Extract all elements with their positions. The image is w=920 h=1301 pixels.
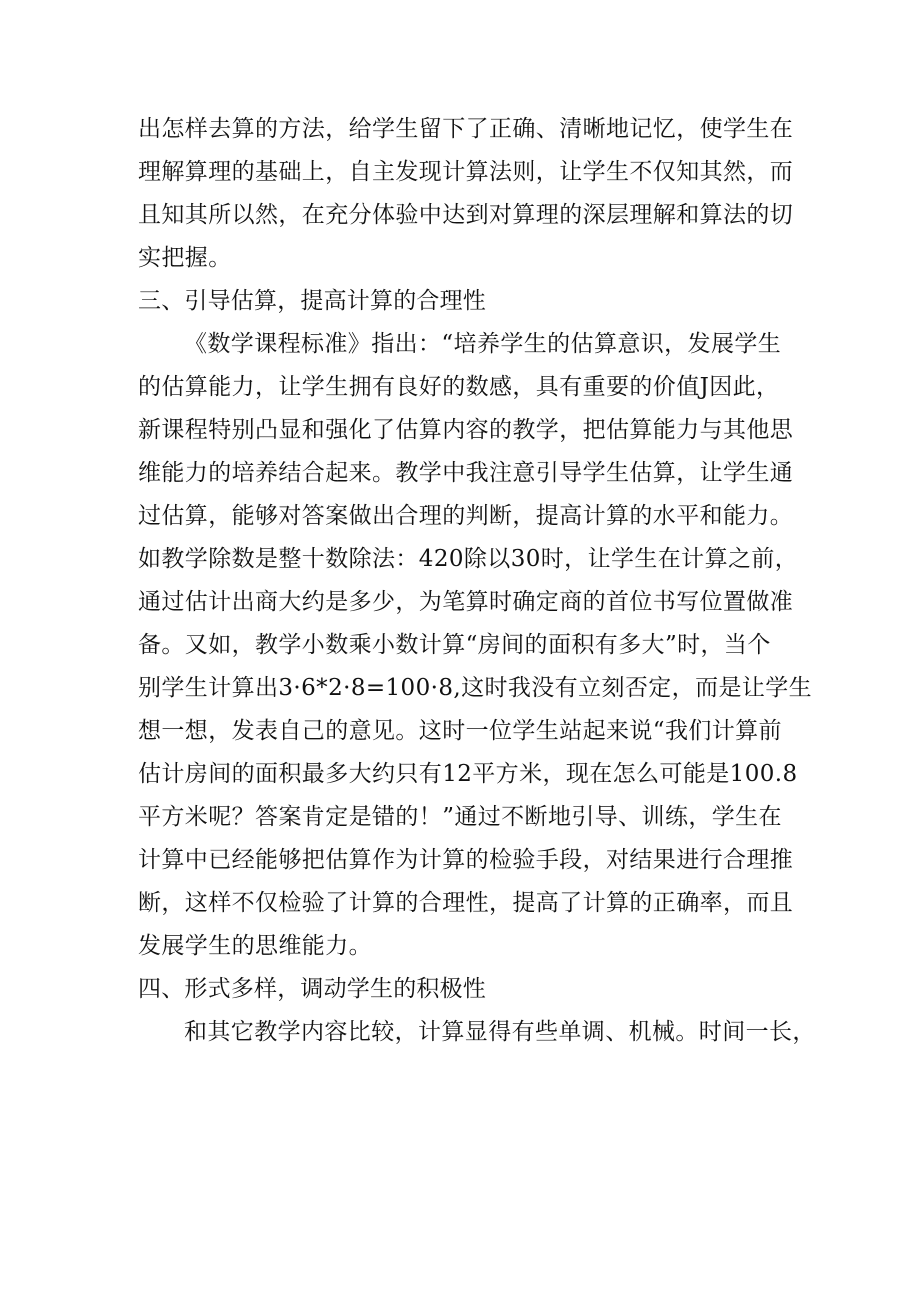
text-line: 维能力的培养结合起来。教学中我注意引导学生估算，让学生通 — [138, 460, 794, 486]
text-line: 且知其所以然，在充分体验中达到对算理的深层理解和算法的切 — [138, 202, 794, 228]
document-body — [138, 108, 816, 1054]
text-line: 新课程特别凸显和强化了估算内容的教学，把估算能力与其他思 — [138, 417, 794, 443]
text-line: 断，这样不仅检验了计算的合理性，提高了计算的正确率，而且 — [138, 890, 794, 916]
text-line: 实把握。 — [138, 245, 232, 271]
text-line: 平方米呢？答案肯定是错的！”通过不断地引导、训练，学生在 — [138, 804, 782, 830]
text-line: 的估算能力，让学生拥有良好的数感，具有重要的价值J因此， — [138, 374, 780, 400]
text-line: 别学生计算出3·6*2·8=100·8,这时我没有立刻否定，而是让学生 — [138, 675, 813, 701]
text-line: 过估算，能够对答案做出合理的判断，提高计算的水平和能力。 — [138, 503, 794, 529]
section-heading: 三、引导估算，提高计算的合理性 — [138, 288, 486, 314]
text-line: 理解算理的基础上，自主发现计算法则，让学生不仅知其然，而 — [138, 159, 794, 185]
text-line: 想一想，发表自己的意见。这时一位学生站起来说“我们计算前 — [138, 718, 782, 744]
text-line: 估计房间的面积最多大约只有12平方米，现在怎么可能是100.8 — [138, 761, 798, 787]
text-line: 和其它教学内容比较，计算显得有些单调、机械。时间一长， — [184, 1019, 816, 1045]
text-line: 发展学生的思维能力。 — [138, 933, 372, 959]
text-line: 通过估计出商大约是多少，为笔算时确定商的首位书写位置做准 — [138, 589, 794, 615]
text-line: 如教学除数是整十数除法：420除以30时，让学生在计算之前， — [138, 546, 799, 572]
text-line: 计算中已经能够把估算作为计算的检验手段，对结果进行合理推 — [138, 847, 794, 873]
text-line: 备。又如，教学小数乘小数计算“房间的面积有多大”时，当个 — [138, 632, 771, 658]
section-heading: 四、形式多样，调动学生的积极性 — [138, 976, 486, 1002]
text-line: 出怎样去算的方法，给学生留下了正确、清晰地记忆，使学生在 — [138, 116, 794, 142]
text-line: 《数学课程标准》指出：“培养学生的估算意识，发展学生 — [184, 331, 782, 357]
